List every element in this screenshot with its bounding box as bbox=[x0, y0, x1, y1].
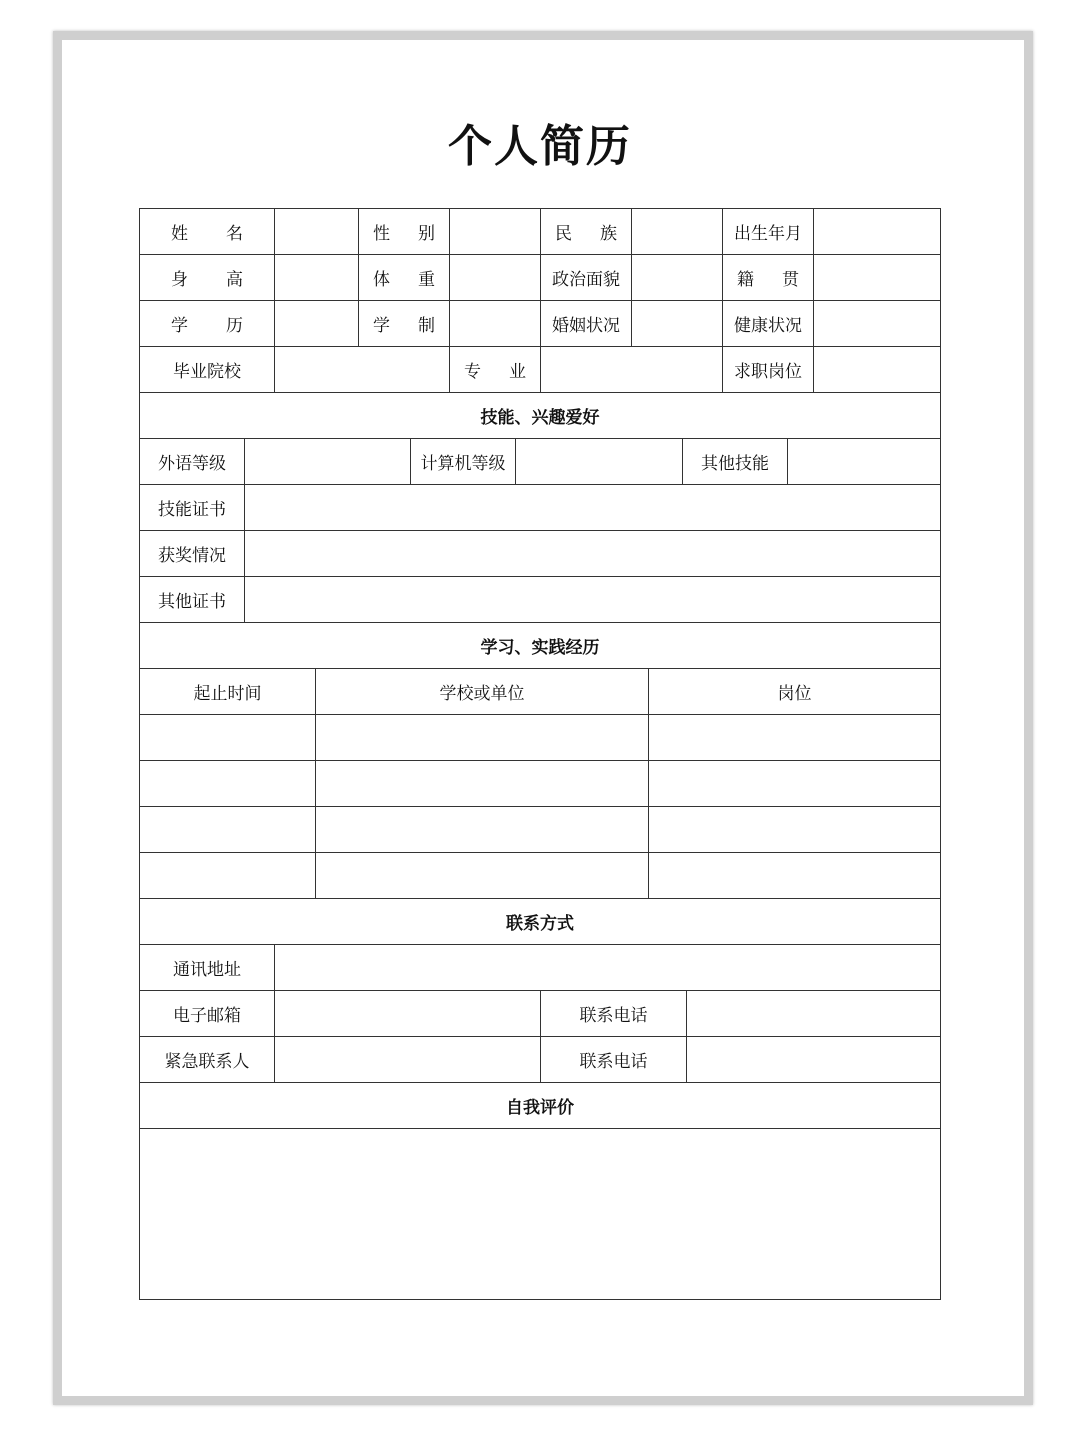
input-height[interactable] bbox=[275, 255, 359, 300]
label-marital: 婚姻状况 bbox=[541, 301, 632, 346]
label-education: 学 历 bbox=[140, 301, 275, 346]
skills-row-awards bbox=[139, 530, 941, 576]
label-emergency-phone: 联系电话 bbox=[541, 1037, 687, 1082]
input-name[interactable] bbox=[275, 209, 359, 254]
skills-row-certificates bbox=[139, 484, 941, 530]
contact-header-row bbox=[139, 898, 941, 944]
input-role[interactable] bbox=[649, 715, 940, 760]
experience-header-row bbox=[139, 622, 941, 668]
contact-row-emergency bbox=[139, 1036, 941, 1082]
skills-header: 技能、兴趣爱好 bbox=[480, 408, 600, 428]
input-self-evaluation[interactable] bbox=[140, 1129, 940, 1299]
self-eval-row bbox=[139, 1128, 941, 1300]
label-native: 籍 贯 bbox=[723, 255, 814, 300]
skills-row-other-certs bbox=[139, 576, 941, 622]
label-certificates: 技能证书 bbox=[140, 485, 245, 530]
input-awards[interactable] bbox=[245, 531, 940, 576]
experience-row bbox=[139, 852, 941, 898]
input-organization[interactable] bbox=[316, 807, 649, 852]
input-schooling[interactable] bbox=[450, 301, 541, 346]
basic-row-3 bbox=[139, 300, 941, 346]
experience-columns-row bbox=[139, 668, 941, 714]
label-computer: 计算机等级 bbox=[411, 439, 516, 484]
input-language[interactable] bbox=[245, 439, 411, 484]
input-computer[interactable] bbox=[516, 439, 683, 484]
input-ethnicity[interactable] bbox=[632, 209, 723, 254]
input-emergency-contact[interactable] bbox=[275, 1037, 541, 1082]
self-eval-header: 自我评价 bbox=[506, 1098, 574, 1118]
label-position: 求职岗位 bbox=[723, 347, 814, 392]
input-organization[interactable] bbox=[316, 853, 649, 898]
label-health: 健康状况 bbox=[723, 301, 814, 346]
input-organization[interactable] bbox=[316, 715, 649, 760]
input-period[interactable] bbox=[140, 761, 316, 806]
input-role[interactable] bbox=[649, 761, 940, 806]
input-phone[interactable] bbox=[687, 991, 940, 1036]
contact-row-email bbox=[139, 990, 941, 1036]
label-school: 毕业院校 bbox=[140, 347, 275, 392]
input-period[interactable] bbox=[140, 807, 316, 852]
input-email[interactable] bbox=[275, 991, 541, 1036]
contact-header: 联系方式 bbox=[506, 914, 574, 934]
experience-header: 学习、实践经历 bbox=[480, 638, 600, 658]
basic-row-4 bbox=[139, 346, 941, 392]
label-language: 外语等级 bbox=[140, 439, 245, 484]
skills-row-1 bbox=[139, 438, 941, 484]
input-role[interactable] bbox=[649, 807, 940, 852]
label-other-skills: 其他技能 bbox=[683, 439, 788, 484]
input-marital[interactable] bbox=[632, 301, 723, 346]
label-gender: 性 别 bbox=[359, 209, 450, 254]
label-schooling: 学 制 bbox=[359, 301, 450, 346]
col-role: 岗位 bbox=[777, 684, 812, 704]
input-gender[interactable] bbox=[450, 209, 541, 254]
input-political[interactable] bbox=[632, 255, 723, 300]
label-email: 电子邮箱 bbox=[140, 991, 275, 1036]
label-birth: 出生年月 bbox=[723, 209, 814, 254]
input-position[interactable] bbox=[814, 347, 940, 392]
label-political: 政治面貌 bbox=[541, 255, 632, 300]
contact-row-address bbox=[139, 944, 941, 990]
input-address[interactable] bbox=[275, 945, 940, 990]
input-organization[interactable] bbox=[316, 761, 649, 806]
input-school[interactable] bbox=[275, 347, 450, 392]
input-health[interactable] bbox=[814, 301, 940, 346]
input-other-skills[interactable] bbox=[788, 439, 940, 484]
experience-row bbox=[139, 714, 941, 760]
experience-row bbox=[139, 806, 941, 852]
label-address: 通讯地址 bbox=[140, 945, 275, 990]
basic-row-2 bbox=[139, 254, 941, 300]
input-education[interactable] bbox=[275, 301, 359, 346]
experience-row bbox=[139, 760, 941, 806]
skills-header-row bbox=[139, 392, 941, 438]
input-period[interactable] bbox=[140, 715, 316, 760]
basic-row-1 bbox=[139, 208, 941, 254]
page-title: 个人简历 bbox=[448, 121, 632, 172]
input-major[interactable] bbox=[541, 347, 723, 392]
label-height: 身 高 bbox=[140, 255, 275, 300]
input-other-certs[interactable] bbox=[245, 577, 940, 622]
input-period[interactable] bbox=[140, 853, 316, 898]
label-emergency-contact: 紧急联系人 bbox=[140, 1037, 275, 1082]
label-other-certs: 其他证书 bbox=[140, 577, 245, 622]
col-period: 起止时间 bbox=[140, 669, 316, 714]
label-awards: 获奖情况 bbox=[140, 531, 245, 576]
col-organization: 学校或单位 bbox=[316, 669, 649, 714]
label-ethnicity: 民 族 bbox=[541, 209, 632, 254]
label-major: 专 业 bbox=[450, 347, 541, 392]
input-native[interactable] bbox=[814, 255, 940, 300]
input-weight[interactable] bbox=[450, 255, 541, 300]
label-phone: 联系电话 bbox=[541, 991, 687, 1036]
label-weight: 体 重 bbox=[359, 255, 450, 300]
resume-form bbox=[139, 208, 941, 1300]
self-eval-header-row bbox=[139, 1082, 941, 1128]
input-emergency-phone[interactable] bbox=[687, 1037, 940, 1082]
input-certificates[interactable] bbox=[245, 485, 940, 530]
label-name: 姓 名 bbox=[140, 209, 275, 254]
input-birth[interactable] bbox=[814, 209, 940, 254]
input-role[interactable] bbox=[649, 853, 940, 898]
